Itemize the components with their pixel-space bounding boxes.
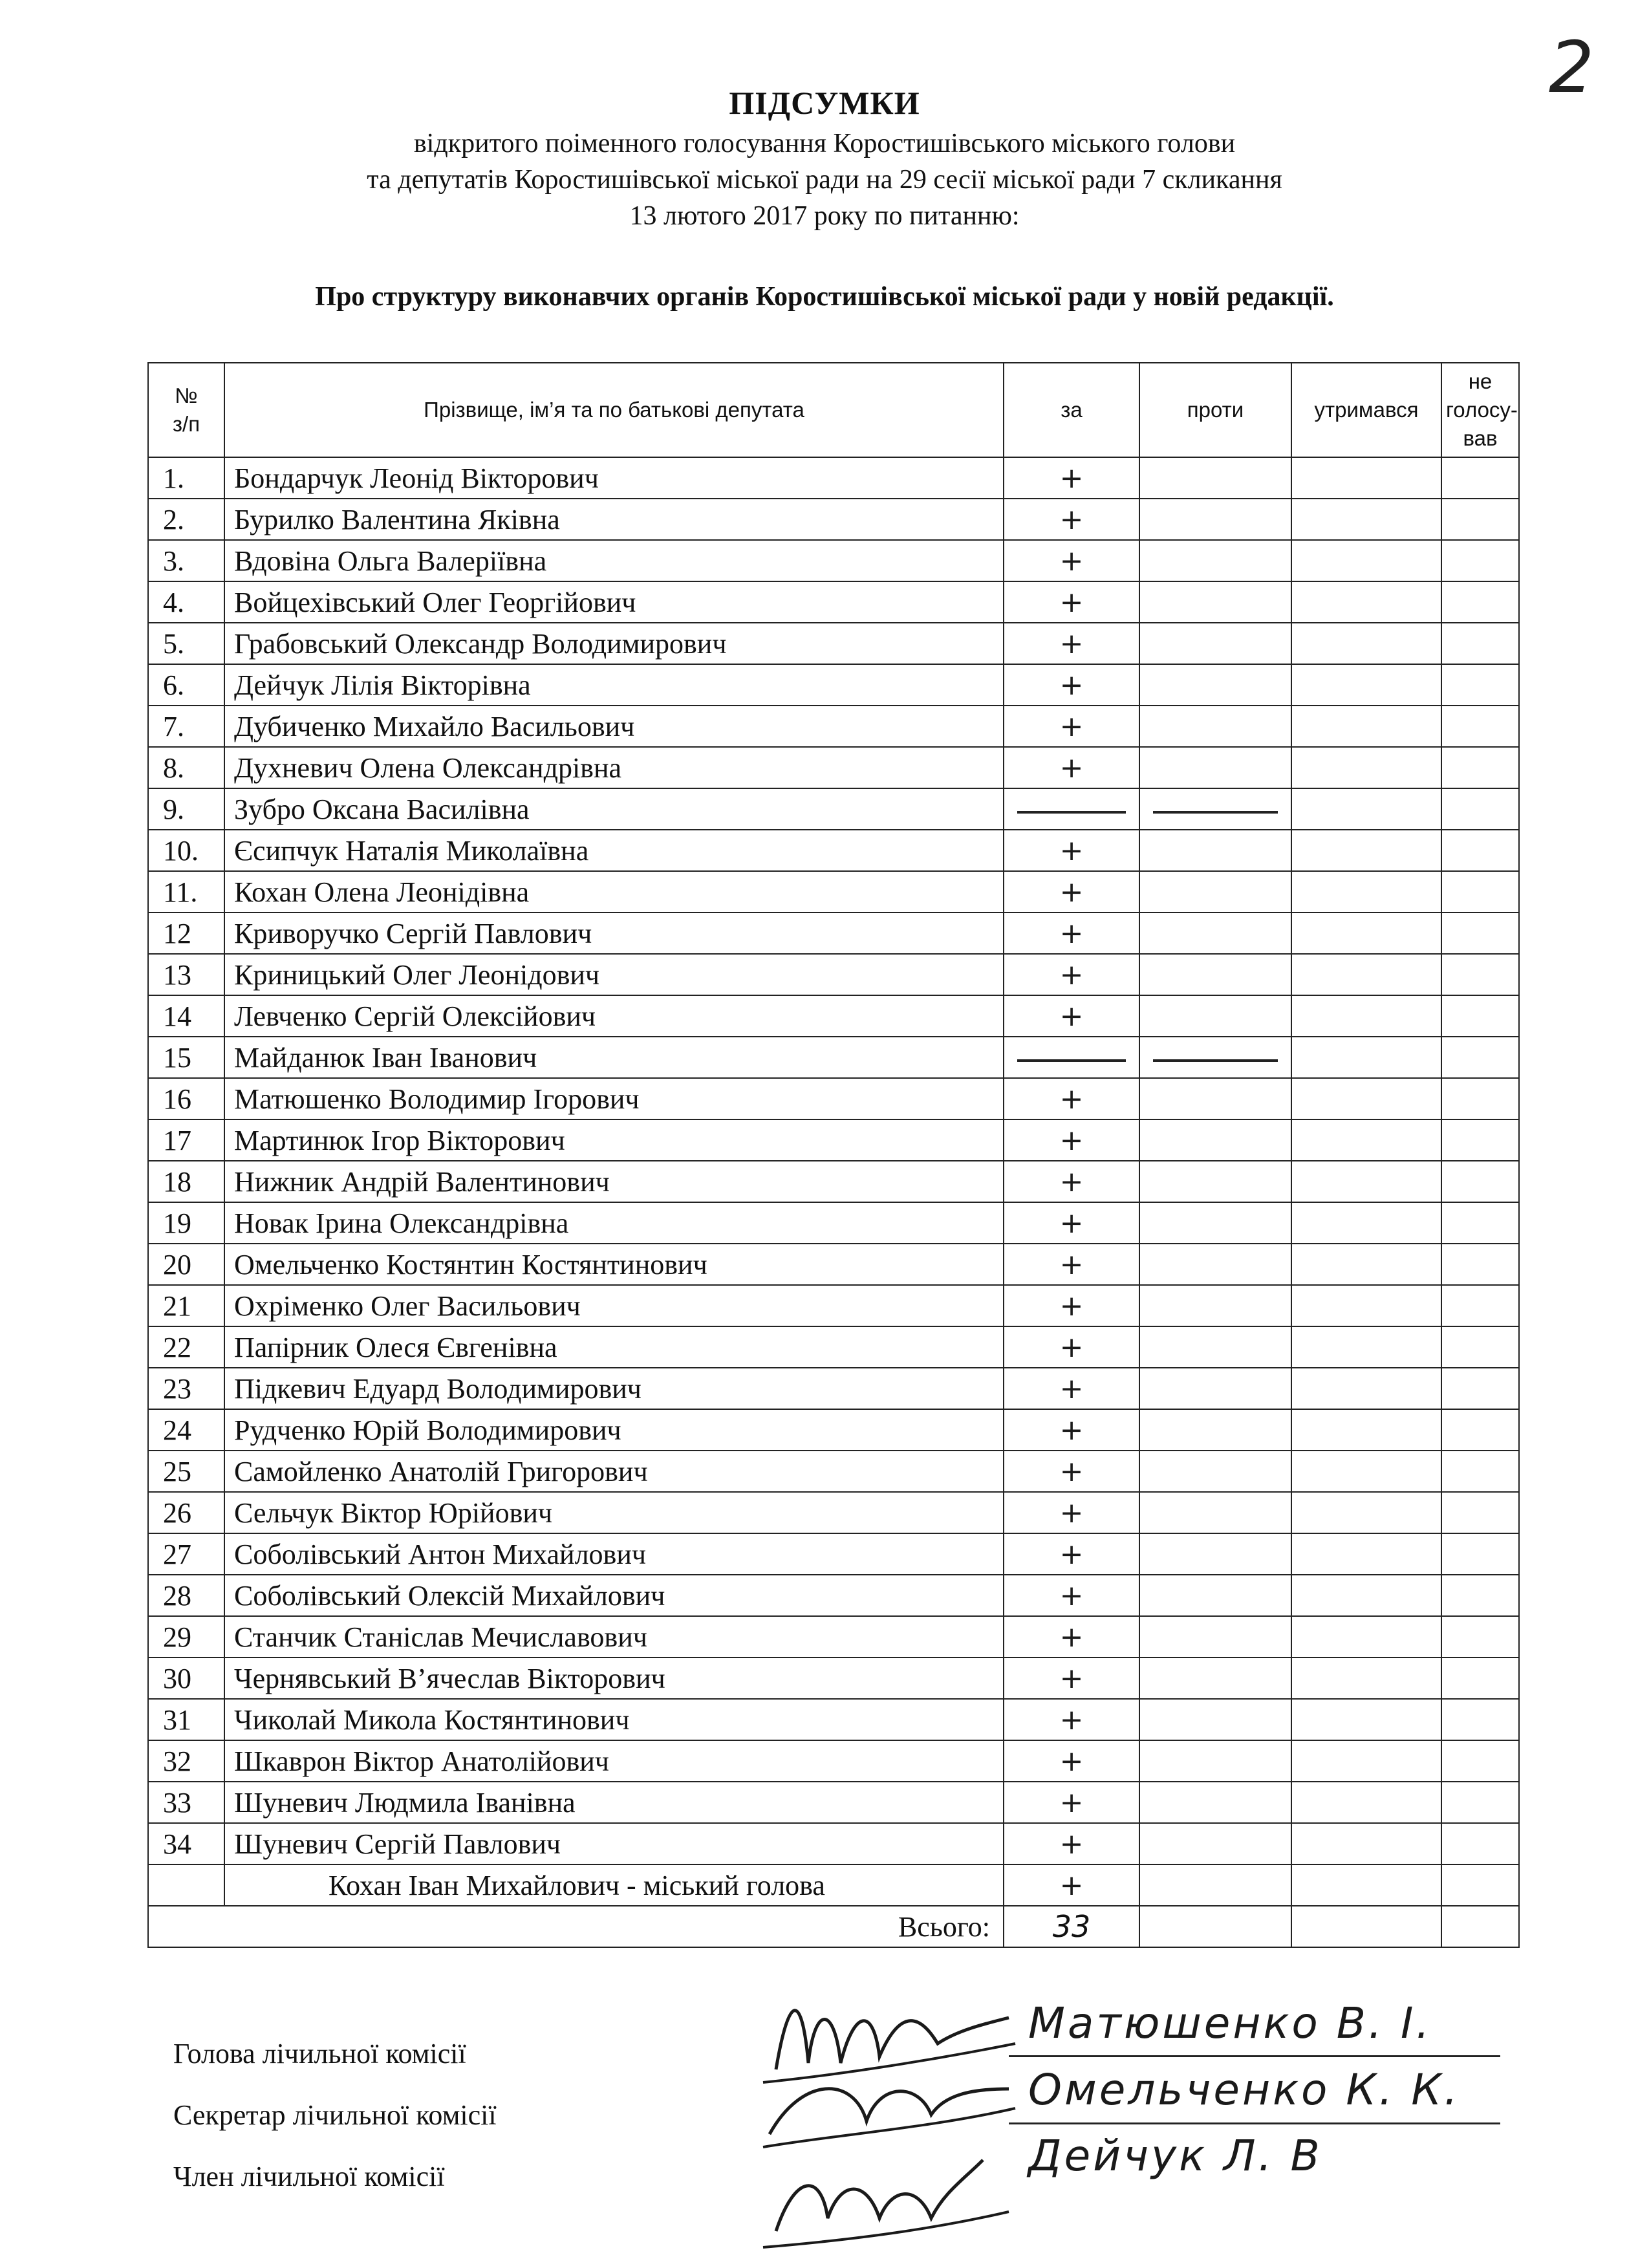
mayor-name: Кохан Іван Михайлович - міський голова <box>224 1864 1004 1906</box>
vote-for-mark: + <box>1004 1533 1139 1575</box>
vote-for-mark: + <box>1004 995 1139 1037</box>
deputy-name: Вдовіна Ольга Валеріївна <box>224 540 1004 581</box>
table-row <box>148 623 1519 664</box>
vote-not-voted-cell <box>1441 1161 1519 1202</box>
vote-for-mark: + <box>1004 664 1139 706</box>
voting-table <box>147 362 1520 1948</box>
vote-against-cell <box>1139 1037 1291 1078</box>
vote-abstained-cell <box>1291 788 1441 830</box>
table-row <box>148 1161 1519 1202</box>
vote-for-mark: + <box>1004 1285 1139 1326</box>
vote-abstained-cell <box>1291 1326 1441 1368</box>
vote-not-voted-cell <box>1441 1782 1519 1823</box>
row-number: 17 <box>148 1119 224 1161</box>
column-header-abstained: утримався <box>1291 363 1441 457</box>
vote-not-voted-cell <box>1441 706 1519 747</box>
table-row <box>148 1782 1519 1823</box>
vote-not-voted-cell <box>1441 1119 1519 1161</box>
table-row <box>148 1409 1519 1451</box>
deputy-name: Станчик Станіслав Мечиславович <box>224 1616 1004 1658</box>
vote-against-cell <box>1139 1409 1291 1451</box>
vote-not-voted-cell <box>1441 871 1519 913</box>
deputy-name: Кохан Олена Леонідівна <box>224 871 1004 913</box>
vote-for-mark: + <box>1004 1451 1139 1492</box>
vote-abstained-cell <box>1291 581 1441 623</box>
signature-role-member: Член лічильної комісії <box>173 2161 445 2192</box>
table-row <box>148 1326 1519 1368</box>
deputy-name: Криницький Олег Леонідович <box>224 954 1004 995</box>
vote-abstained-cell <box>1291 1078 1441 1119</box>
row-number: 33 <box>148 1782 224 1823</box>
vote-abstained-cell <box>1291 540 1441 581</box>
vote-for-mark: + <box>1004 1368 1139 1409</box>
vote-against-cell <box>1139 830 1291 871</box>
vote-abstained-cell <box>1291 830 1441 871</box>
vote-for-mark: + <box>1004 1740 1139 1782</box>
vote-for-cell <box>1004 788 1139 830</box>
vote-against-cell <box>1139 623 1291 664</box>
row-number: 3. <box>148 540 224 581</box>
vote-against-cell <box>1139 954 1291 995</box>
table-row <box>148 1285 1519 1326</box>
document-header <box>0 84 1649 234</box>
deputy-name: Чиколай Микола Костянтинович <box>224 1699 1004 1740</box>
vote-against-cell <box>1139 1616 1291 1658</box>
row-number: 2. <box>148 499 224 540</box>
vote-not-voted-cell <box>1441 1658 1519 1699</box>
vote-not-voted-cell <box>1441 1368 1519 1409</box>
vote-against-cell <box>1139 1699 1291 1740</box>
vote-against-cell <box>1139 1119 1291 1161</box>
signature-name-chair: Матюшенко В. І. <box>1028 1998 1432 2048</box>
row-number: 5. <box>148 623 224 664</box>
vote-abstained-cell <box>1291 871 1441 913</box>
table-row <box>148 706 1519 747</box>
vote-abstained-cell <box>1291 1409 1441 1451</box>
total-row <box>148 1906 1519 1947</box>
deputy-name: Бондарчук Леонід Вікторович <box>224 457 1004 499</box>
vote-against-cell <box>1139 1533 1291 1575</box>
vote-against-cell <box>1139 1658 1291 1699</box>
vote-against-cell <box>1139 706 1291 747</box>
vote-for-mark: + <box>1004 913 1139 954</box>
mayor-abstained-cell <box>1291 1864 1441 1906</box>
vote-against-cell <box>1139 913 1291 954</box>
vote-against-cell <box>1139 581 1291 623</box>
mayor-vote-for-mark: + <box>1004 1864 1139 1906</box>
vote-against-cell <box>1139 747 1291 788</box>
table-row <box>148 1658 1519 1699</box>
vote-not-voted-cell <box>1441 1037 1519 1078</box>
total-value: 33 <box>1004 1906 1139 1947</box>
vote-against-cell <box>1139 1782 1291 1823</box>
vote-abstained-cell <box>1291 457 1441 499</box>
vote-not-voted-cell <box>1441 788 1519 830</box>
vote-not-voted-cell <box>1441 1616 1519 1658</box>
vote-not-voted-cell <box>1441 1326 1519 1368</box>
vote-not-voted-cell <box>1441 664 1519 706</box>
row-number: 16 <box>148 1078 224 1119</box>
signature-line-chair <box>1009 2055 1500 2057</box>
table-row <box>148 1823 1519 1864</box>
vote-against-cell <box>1139 1326 1291 1368</box>
vote-not-voted-cell <box>1441 1699 1519 1740</box>
absent-dash-mark <box>1153 811 1278 814</box>
vote-abstained-cell <box>1291 1285 1441 1326</box>
vote-against-cell <box>1139 788 1291 830</box>
vote-against-cell <box>1139 1202 1291 1244</box>
subtitle-line-2: та депутатів Коростишівської міської ради на 29 сесії міської ради 7 скликання <box>367 165 1282 195</box>
row-number: 27 <box>148 1533 224 1575</box>
row-number: 10. <box>148 830 224 871</box>
vote-not-voted-cell <box>1441 1575 1519 1616</box>
absent-dash-mark <box>1017 811 1126 814</box>
vote-abstained-cell <box>1291 1740 1441 1782</box>
table-row <box>148 830 1519 871</box>
deputy-name: Соболівський Олексій Михайлович <box>224 1575 1004 1616</box>
vote-against-cell <box>1139 540 1291 581</box>
vote-not-voted-cell <box>1441 1285 1519 1326</box>
table-row <box>148 747 1519 788</box>
table-row <box>148 1078 1519 1119</box>
mayor-not-voted-cell <box>1441 1864 1519 1906</box>
vote-against-cell <box>1139 1161 1291 1202</box>
vote-against-cell <box>1139 995 1291 1037</box>
vote-against-cell <box>1139 1451 1291 1492</box>
vote-abstained-cell <box>1291 706 1441 747</box>
column-header-against: проти <box>1139 363 1291 457</box>
table-row <box>148 1202 1519 1244</box>
table-row <box>148 540 1519 581</box>
vote-abstained-cell <box>1291 664 1441 706</box>
deputy-name: Майданюк Іван Іванович <box>224 1037 1004 1078</box>
vote-for-mark: + <box>1004 1616 1139 1658</box>
table-row <box>148 788 1519 830</box>
row-number: 34 <box>148 1823 224 1864</box>
subtitle-line-1: відкритого поіменного голосування Коростишівського міського голови <box>413 129 1236 158</box>
vote-abstained-cell <box>1291 913 1441 954</box>
signature-line-secretary <box>1009 2122 1500 2124</box>
vote-not-voted-cell <box>1441 913 1519 954</box>
vote-for-mark: + <box>1004 1409 1139 1451</box>
vote-for-mark: + <box>1004 457 1139 499</box>
table-row <box>148 1699 1519 1740</box>
column-header-for: за <box>1004 363 1139 457</box>
vote-for-mark: + <box>1004 706 1139 747</box>
vote-not-voted-cell <box>1441 540 1519 581</box>
vote-abstained-cell <box>1291 1782 1441 1823</box>
deputy-name: Сельчук Віктор Юрійович <box>224 1492 1004 1533</box>
table-header-row <box>148 363 1519 457</box>
table-row <box>148 871 1519 913</box>
row-number: 32 <box>148 1740 224 1782</box>
vote-against-cell <box>1139 1244 1291 1285</box>
table-row <box>148 913 1519 954</box>
vote-abstained-cell <box>1291 1575 1441 1616</box>
vote-against-cell <box>1139 1285 1291 1326</box>
vote-abstained-cell <box>1291 1202 1441 1244</box>
deputy-name: Зубро Оксана Василівна <box>224 788 1004 830</box>
table-row <box>148 499 1519 540</box>
vote-against-cell <box>1139 1740 1291 1782</box>
vote-against-cell <box>1139 499 1291 540</box>
total-not-voted-cell <box>1441 1906 1519 1947</box>
vote-abstained-cell <box>1291 1616 1441 1658</box>
vote-abstained-cell <box>1291 499 1441 540</box>
deputy-name: Шкаврон Віктор Анатолійович <box>224 1740 1004 1782</box>
column-header-name: Прізвище, ім’я та по батькові депутата <box>224 363 1004 457</box>
deputy-name: Шуневич Сергій Павлович <box>224 1823 1004 1864</box>
row-number: 6. <box>148 664 224 706</box>
deputy-name: Духневич Олена Олександрівна <box>224 747 1004 788</box>
vote-not-voted-cell <box>1441 1740 1519 1782</box>
vote-not-voted-cell <box>1441 1202 1519 1244</box>
deputy-name: Самойленко Анатолій Григорович <box>224 1451 1004 1492</box>
vote-not-voted-cell <box>1441 623 1519 664</box>
vote-abstained-cell <box>1291 747 1441 788</box>
vote-for-mark: + <box>1004 1078 1139 1119</box>
row-number: 8. <box>148 747 224 788</box>
table-row <box>148 581 1519 623</box>
vote-abstained-cell <box>1291 1368 1441 1409</box>
vote-against-cell <box>1139 1368 1291 1409</box>
vote-abstained-cell <box>1291 1037 1441 1078</box>
vote-abstained-cell <box>1291 1492 1441 1533</box>
deputy-name: Омельченко Костянтин Костянтинович <box>224 1244 1004 1285</box>
vote-for-mark: + <box>1004 954 1139 995</box>
table-row <box>148 1451 1519 1492</box>
row-number: 26 <box>148 1492 224 1533</box>
vote-abstained-cell <box>1291 1533 1441 1575</box>
vote-for-mark: + <box>1004 1202 1139 1244</box>
row-number: 19 <box>148 1202 224 1244</box>
deputy-name: Мартинюк Ігор Вікторович <box>224 1119 1004 1161</box>
vote-abstained-cell <box>1291 1823 1441 1864</box>
row-number: 30 <box>148 1658 224 1699</box>
vote-against-cell <box>1139 1823 1291 1864</box>
row-number: 21 <box>148 1285 224 1326</box>
deputy-name: Грабовський Олександр Володимирович <box>224 623 1004 664</box>
row-number: 28 <box>148 1575 224 1616</box>
vote-not-voted-cell <box>1441 995 1519 1037</box>
deputy-name: Войцехівський Олег Георгійович <box>224 581 1004 623</box>
vote-for-mark: + <box>1004 623 1139 664</box>
vote-against-cell <box>1139 1575 1291 1616</box>
deputy-name: Шуневич Людмила Іванівна <box>224 1782 1004 1823</box>
row-number: 23 <box>148 1368 224 1409</box>
total-against-cell <box>1139 1906 1291 1947</box>
row-number: 14 <box>148 995 224 1037</box>
deputy-name: Матюшенко Володимир Ігорович <box>224 1078 1004 1119</box>
vote-abstained-cell <box>1291 1699 1441 1740</box>
vote-not-voted-cell <box>1441 1409 1519 1451</box>
table-row <box>148 664 1519 706</box>
row-number: 12 <box>148 913 224 954</box>
vote-for-mark: + <box>1004 1119 1139 1161</box>
handwritten-signature-member <box>750 2134 1022 2263</box>
vote-not-voted-cell <box>1441 457 1519 499</box>
vote-for-mark: + <box>1004 1699 1139 1740</box>
column-header-not-voted: не голосу- вав <box>1441 363 1519 457</box>
vote-for-mark: + <box>1004 1575 1139 1616</box>
vote-against-cell <box>1139 1078 1291 1119</box>
vote-abstained-cell <box>1291 995 1441 1037</box>
deputy-name: Дубиченко Михайло Васильович <box>224 706 1004 747</box>
table-row <box>148 1533 1519 1575</box>
deputy-name: Левченко Сергій Олексійович <box>224 995 1004 1037</box>
deputy-name: Єсипчук Наталія Миколаївна <box>224 830 1004 871</box>
vote-not-voted-cell <box>1441 954 1519 995</box>
deputy-name: Рудченко Юрій Володимирович <box>224 1409 1004 1451</box>
vote-for-mark: + <box>1004 747 1139 788</box>
vote-abstained-cell <box>1291 954 1441 995</box>
vote-for-mark: + <box>1004 1161 1139 1202</box>
vote-abstained-cell <box>1291 1658 1441 1699</box>
vote-not-voted-cell <box>1441 1078 1519 1119</box>
vote-question: Про структуру виконавчих органів Коростишівської міської ради у новій редакції. <box>315 282 1334 312</box>
signature-role-chair: Голова лічильної комісії <box>173 2038 466 2069</box>
total-label: Всього: <box>148 1906 1004 1947</box>
absent-dash-mark <box>1153 1059 1278 1062</box>
deputy-name: Дейчук Лілія Вікторівна <box>224 664 1004 706</box>
table-row <box>148 954 1519 995</box>
vote-not-voted-cell <box>1441 1451 1519 1492</box>
subtitle-line-3: 13 лютого 2017 року по питанню: <box>629 201 1020 231</box>
voting-table-body <box>148 457 1519 1864</box>
row-number: 15 <box>148 1037 224 1078</box>
row-number: 1. <box>148 457 224 499</box>
vote-not-voted-cell <box>1441 1823 1519 1864</box>
deputy-name: Соболівський Антон Михайлович <box>224 1533 1004 1575</box>
row-number: 13 <box>148 954 224 995</box>
table-row <box>148 1368 1519 1409</box>
signature-name-secretary: Омельченко К. К. <box>1028 2065 1461 2115</box>
row-number: 4. <box>148 581 224 623</box>
deputy-name: Нижник Андрій Валентинович <box>224 1161 1004 1202</box>
deputy-name: Охріменко Олег Васильович <box>224 1285 1004 1326</box>
table-row <box>148 1492 1519 1533</box>
absent-dash-mark <box>1017 1059 1126 1062</box>
mayor-against-cell <box>1139 1864 1291 1906</box>
table-row <box>148 1740 1519 1782</box>
vote-for-mark: + <box>1004 581 1139 623</box>
vote-against-cell <box>1139 871 1291 913</box>
row-number: 11. <box>148 871 224 913</box>
deputy-name: Бурилко Валентина Яківна <box>224 499 1004 540</box>
row-number: 22 <box>148 1326 224 1368</box>
vote-for-mark: + <box>1004 1658 1139 1699</box>
row-number: 25 <box>148 1451 224 1492</box>
vote-abstained-cell <box>1291 1161 1441 1202</box>
vote-for-mark: + <box>1004 871 1139 913</box>
row-number: 7. <box>148 706 224 747</box>
table-row <box>148 1119 1519 1161</box>
mayor-row <box>148 1864 1519 1906</box>
signature-name-member: Дейчук Л. В <box>1028 2131 1322 2181</box>
vote-for-cell <box>1004 1037 1139 1078</box>
row-number: 24 <box>148 1409 224 1451</box>
vote-abstained-cell <box>1291 1119 1441 1161</box>
vote-for-mark: + <box>1004 540 1139 581</box>
deputy-name: Новак Ірина Олександрівна <box>224 1202 1004 1244</box>
row-number: 31 <box>148 1699 224 1740</box>
mayor-number-cell <box>148 1864 224 1906</box>
row-number: 20 <box>148 1244 224 1285</box>
deputy-name: Чернявський В’ячеслав Вікторович <box>224 1658 1004 1699</box>
table-row <box>148 1575 1519 1616</box>
deputy-name: Підкевич Едуард Володимирович <box>224 1368 1004 1409</box>
vote-against-cell <box>1139 664 1291 706</box>
document-title: ПІДСУМКИ <box>729 85 920 121</box>
vote-against-cell <box>1139 457 1291 499</box>
vote-for-mark: + <box>1004 1244 1139 1285</box>
row-number: 29 <box>148 1616 224 1658</box>
table-row <box>148 1616 1519 1658</box>
page-number: 2 <box>1549 26 1594 109</box>
row-number: 9. <box>148 788 224 830</box>
total-abstained-cell <box>1291 1906 1441 1947</box>
vote-not-voted-cell <box>1441 1533 1519 1575</box>
column-header-number: № з/п <box>148 363 224 457</box>
vote-abstained-cell <box>1291 623 1441 664</box>
vote-against-cell <box>1139 1492 1291 1533</box>
vote-not-voted-cell <box>1441 1492 1519 1533</box>
vote-not-voted-cell <box>1441 1244 1519 1285</box>
vote-for-mark: + <box>1004 1782 1139 1823</box>
table-row <box>148 995 1519 1037</box>
row-number: 18 <box>148 1161 224 1202</box>
table-row <box>148 1037 1519 1078</box>
table-row <box>148 1244 1519 1285</box>
deputy-name: Криворучко Сергій Павлович <box>224 913 1004 954</box>
deputy-name: Папірник Олеся Євгенівна <box>224 1326 1004 1368</box>
vote-not-voted-cell <box>1441 499 1519 540</box>
vote-abstained-cell <box>1291 1244 1441 1285</box>
vote-for-mark: + <box>1004 830 1139 871</box>
vote-not-voted-cell <box>1441 830 1519 871</box>
vote-abstained-cell <box>1291 1451 1441 1492</box>
vote-not-voted-cell <box>1441 747 1519 788</box>
signature-role-secretary: Секретар лічильної комісії <box>173 2099 497 2131</box>
table-row <box>148 457 1519 499</box>
vote-for-mark: + <box>1004 1492 1139 1533</box>
vote-for-mark: + <box>1004 1326 1139 1368</box>
vote-for-mark: + <box>1004 1823 1139 1864</box>
vote-for-mark: + <box>1004 499 1139 540</box>
vote-not-voted-cell <box>1441 581 1519 623</box>
